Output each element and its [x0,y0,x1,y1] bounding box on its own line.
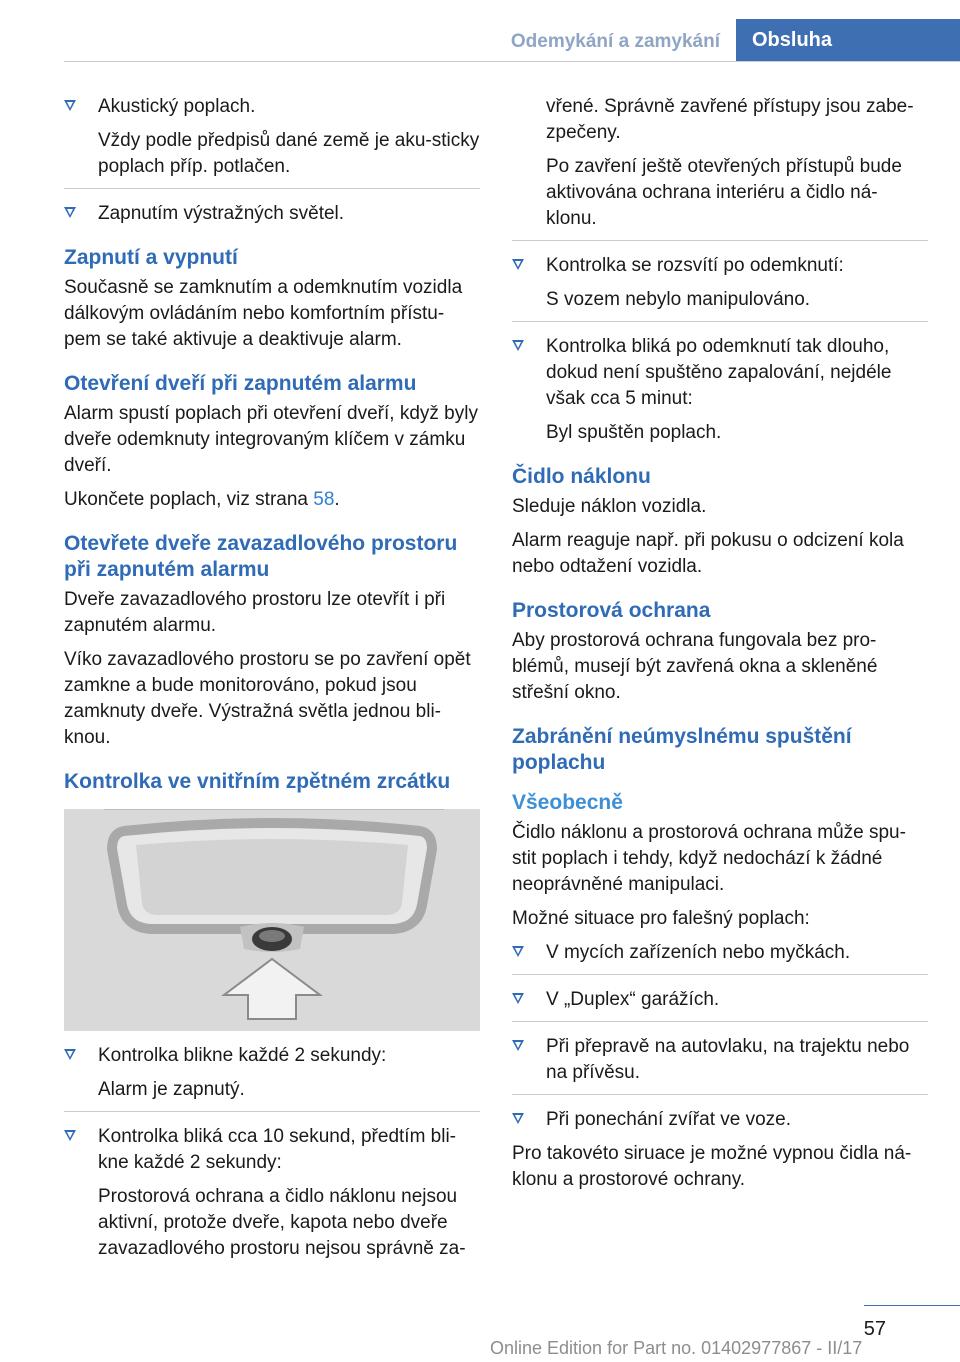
paragraph: Možné situace pro falešný poplach: [512,908,810,929]
list-divider [512,240,928,241]
triangle-bullet-icon [512,993,524,1004]
right-column [512,94,928,1201]
rearview-mirror-illustration [64,809,480,1031]
triangle-bullet-icon [512,1113,524,1124]
triangle-bullet-icon [512,946,524,957]
paragraph: Víko zavazadlového prostoru se po zavření opět zamkne a bude monitorováno, pokud jsou zamknuty dveře. Výstražná světla jednou bli-knou. [64,649,471,748]
paragraph: Aby prostorová ochrana fungovala bez pro-blémů, musejí být zavřená okna a skleněné střešní okno. [512,630,878,703]
list-divider [64,1111,480,1112]
list-item: Akustický poplach. Vždy podle předpisů dané země je aku-sticky poplach příp. potlačen. [64,94,480,180]
triangle-bullet-icon [64,1130,76,1141]
section-heading: Zabránění neúmyslnému spuštění poplachu [512,725,852,774]
triangle-bullet-icon [64,100,76,111]
list-item-continued: vřené. Správně zavřené přístupy jsou zabe-zpečeny. Po zavření ještě otevřených přístupů bude aktivována ochrana interiéru a čidlo ná-klonu. [546,96,914,229]
page-header [0,0,960,62]
section-heading: Otevřete dveře zavazadlového prostoru při zapnutém alarmu [64,532,458,581]
list-item: Kontrolka se rozsvítí po odemknutí: S vozem nebylo manipulováno. [512,253,928,313]
list-item: Kontrolka blikne každé 2 sekundy: Alarm je zapnutý. [64,1043,480,1103]
triangle-bullet-icon [64,207,76,218]
section-heading: Otevření dveří při zapnutém alarmu [64,372,417,395]
list-divider [512,1021,928,1022]
header-chapter-tab: Obsluha [736,19,960,62]
list-item: V „Duplex“ garážích. [512,987,928,1013]
triangle-bullet-icon [512,1040,524,1051]
list-item: Při ponechání zvířat ve voze. [512,1107,928,1133]
triangle-bullet-icon [512,259,524,270]
list-item: Zapnutím výstražných světel. [64,201,480,227]
section-heading: Zapnutí a vypnutí [64,246,238,269]
list-item: Při přepravě na autovlaku, na trajektu nebo na přívěsu. [512,1034,928,1086]
triangle-bullet-icon [64,1049,76,1060]
list-divider [512,321,928,322]
footer-divider [864,1305,960,1306]
list-divider [512,974,928,975]
header-divider [64,61,960,62]
section-heading: Čidlo náklonu [512,465,651,488]
paragraph: Sleduje náklon vozidla. [512,496,707,517]
paragraph: Čidlo náklonu a prostorová ochrana může spu-stit poplach i tehdy, když nedochází k žádné neoprávněné manipulaci. [512,822,906,895]
header-section-title: Odemykání a zamykání [510,31,720,52]
subsection-heading: Všeobecně [512,791,623,814]
list-item: Kontrolka bliká po odemknutí tak dlouho, dokud není spuštěno zapalování, nejdéle však cca 5 minut: Byl spuštěn poplach. [512,334,928,446]
section-heading: Prostorová ochrana [512,599,711,622]
mirror-icon [64,809,480,1031]
page-number: 57 [863,1318,886,1340]
list-divider [512,1094,928,1095]
paragraph: Současně se zamknutím a odemknutím vozidla dálkovým ovládáním nebo komfortním přístu-pem se také aktivuje a deaktivuje alarm. [64,277,463,350]
paragraph: Ukončete poplach, viz strana 58. [64,489,340,510]
list-item: Kontrolka bliká cca 10 sekund, předtím bli-kne každé 2 sekundy: Prostorová ochrana a čidlo náklonu nejsou aktivní, protože dveře, kapota nebo dveře zavazadlového prostoru nejsou správně za- [64,1124,480,1262]
page-link[interactable]: 58 [313,489,335,510]
list-divider [64,188,480,189]
left-column [64,94,480,1270]
paragraph: Pro takovéto siruace je možné vypnou čidla ná-klonu a prostorové ochrany. [512,1143,912,1190]
edition-note: Online Edition for Part no. 01402977867 - II/17 [490,1338,863,1358]
triangle-bullet-icon [512,340,524,351]
paragraph: Dveře zavazadlového prostoru lze otevřít i při zapnutém alarmu. [64,589,446,636]
paragraph: Alarm reaguje např. při pokusu o odcizení kola nebo odtažení vozidla. [512,530,904,577]
paragraph: Alarm spustí poplach při otevření dveří, když byly dveře odemknuty integrovaným klíčem v zámku dveří. [64,403,478,476]
list-item: V mycích zařízeních nebo myčkách. [512,940,928,966]
section-heading: Kontrolka ve vnitřním zpětném zrcátku [64,770,451,793]
